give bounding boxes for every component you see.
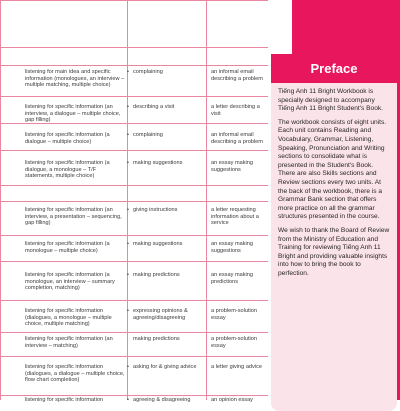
table-rule: [0, 235, 268, 236]
writing-cell: an opinion essay: [211, 397, 253, 403]
speaking-text: making predictions: [133, 272, 180, 278]
listening-cell: listening for specific information (an interview – matching): [25, 336, 113, 349]
bullet: •: [127, 308, 129, 314]
speaking-cell: [127, 241, 201, 248]
table-rule: [0, 332, 268, 333]
speaking-text: making predictions: [133, 336, 180, 342]
table-rule: [0, 300, 268, 301]
speaking-cell: [127, 104, 201, 111]
speaking-text: describing a visit: [133, 104, 175, 110]
table-rule: [206, 0, 207, 400]
speaking-text: making suggestions: [133, 160, 183, 166]
table-rule: [0, 47, 268, 48]
writing-cell: an essay making suggestions: [211, 160, 253, 173]
table-rule: [0, 0, 268, 1]
speaking-cell: [127, 207, 201, 214]
speaking-cell: [133, 336, 201, 343]
listening-cell: listening for specific information (a dialogue, a monologue – T/F statements, multiple choice): [25, 160, 110, 180]
listening-cell: listening for specific information (dialogues, a monologue – multiple choice, multiple matching): [25, 308, 112, 328]
preface-paragraph: We wish to thank the Board of Review from the Ministry of Education and Training for reviewing Tiếng Anh 11 Bright and providing valuable insights into how to bring the book to perfection.: [278, 226, 390, 277]
speaking-cell: [127, 69, 201, 76]
table-rule: [0, 0, 1, 400]
speaking-cell: [127, 132, 201, 139]
preface-body: [278, 88, 391, 283]
writing-cell: a letter describing a visit: [211, 104, 260, 117]
table-rule: [0, 356, 268, 357]
writing-cell: an informal email describing a problem: [211, 132, 263, 145]
bullet: •: [127, 160, 129, 166]
writing-cell: an essay making suggestions: [211, 241, 253, 254]
speaking-text: complaining: [133, 132, 163, 138]
bullet: •: [127, 397, 129, 403]
writing-cell: an informal email describing a problem: [211, 69, 263, 82]
listening-cell: listening for specific information (dialogues, a dialogue – multiple choice, flow chart completion): [25, 364, 125, 384]
preface-panel: [271, 54, 397, 411]
speaking-text: making suggestions: [133, 241, 183, 247]
table-rule: [0, 65, 268, 66]
listening-cell: listening for main idea and specific information (monologues, an interview – multiple matching, multiple choice): [25, 69, 125, 89]
speaking-cell: [127, 364, 201, 371]
preface-paragraph: The workbook consists of eight units. Each unit contains Reading and Vocabulary, Grammar, Listening, Speaking, Pronunciation and Writing sections to consolidate what is presented in the Student's Book. There are also Skills sections and Review sections every two units. At the back of the workbook, there is a Grammar Bank section that offers more practice on all the grammar structures presented in the course.: [278, 118, 387, 221]
table-rule: [0, 96, 268, 97]
listening-cell: listening for specific information (an interview, a dialogue – multiple choice, gap filling): [25, 104, 121, 124]
preface-title: Preface: [271, 54, 397, 83]
speaking-cell: [127, 160, 201, 167]
writing-cell: a letter giving advice: [211, 364, 262, 370]
bullet: •: [127, 132, 129, 138]
speaking-text: expressing opinions & agreeing/disagreeing: [133, 308, 188, 321]
table-rule: [0, 395, 268, 396]
listening-cell: listening for specific information: [25, 397, 104, 403]
table-rule: [0, 201, 268, 202]
table-rule: [0, 185, 268, 186]
bullet: •: [127, 207, 129, 213]
bullet: •: [127, 272, 129, 278]
speaking-cell: [127, 397, 201, 404]
listening-cell: listening for specific information (an interview, a presentation – sequencing, gap filling): [25, 207, 122, 227]
speaking-cell: [127, 308, 201, 321]
listening-cell: listening for specific information (a monologue – multiple choice): [25, 241, 110, 254]
writing-cell: a problem-solution essay: [211, 308, 258, 321]
speaking-text: complaining: [133, 69, 163, 75]
speaking-cell: [127, 272, 201, 279]
speaking-text: asking for & giving advice: [133, 364, 197, 370]
table-rule: [127, 0, 128, 400]
writing-cell: a letter requesting information about a service: [211, 207, 259, 227]
listening-cell: listening for specific information (a monologue, an interview – summary completion, matching): [25, 272, 115, 292]
preface-paragraph: Tiếng Anh 11 Bright Workbook is specially designed to accompany Tiếng Anh 11 Bright Student's Book.: [278, 88, 383, 113]
speaking-text: giving instructions: [133, 207, 178, 213]
speaking-text: agreeing & disagreeing: [133, 397, 191, 403]
bullet: •: [127, 104, 129, 110]
table-rule: [0, 150, 268, 151]
bullet: •: [127, 69, 129, 75]
listening-cell: listening for specific information (a dialogue – multiple choice): [25, 132, 110, 145]
bullet: •: [127, 241, 129, 247]
writing-cell: an essay making predictions: [211, 272, 253, 285]
writing-cell: a problem-solution essay: [211, 336, 258, 349]
table-rule: [0, 261, 268, 262]
bullet: •: [127, 364, 129, 370]
